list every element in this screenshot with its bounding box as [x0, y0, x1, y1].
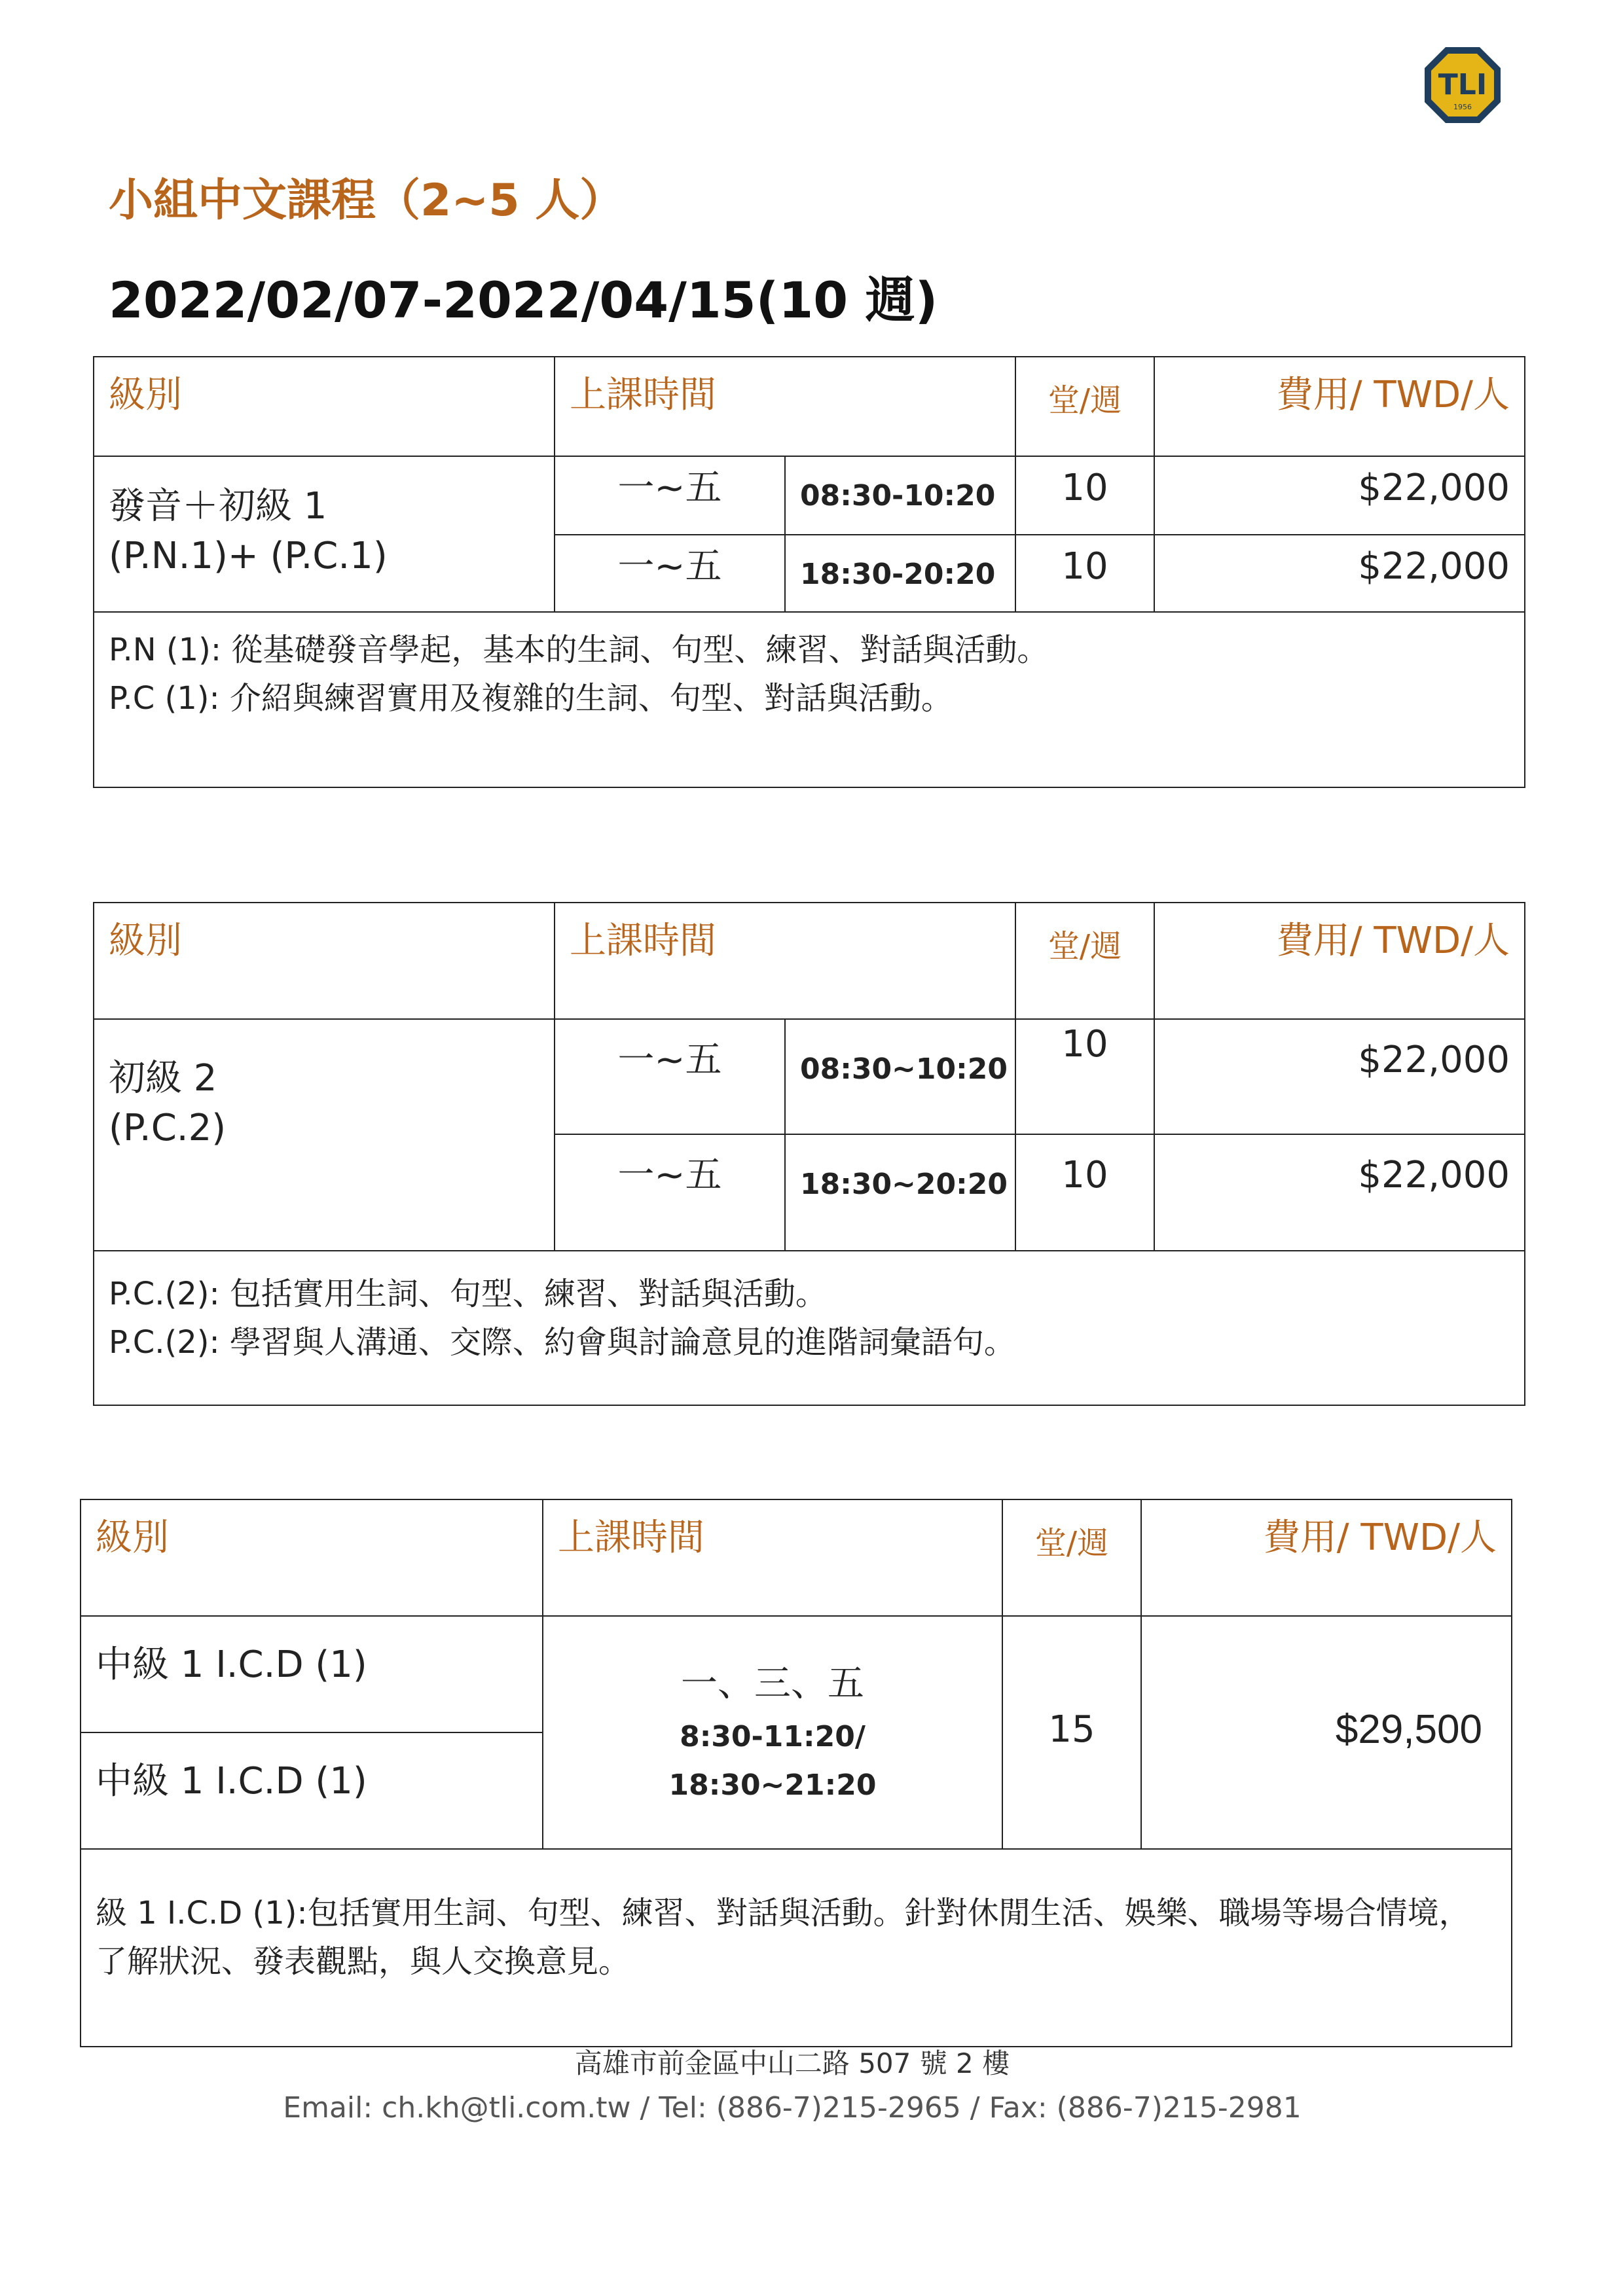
level-code: (P.C.2)	[109, 1107, 227, 1149]
fee-cell: $29,500	[1141, 1616, 1512, 1849]
time-cell: 08:30~10:20	[785, 1019, 1015, 1134]
level-cell: 中級 1 I.C.D (1)	[81, 1616, 543, 1732]
per-week-cell: 15	[1002, 1616, 1141, 1849]
time-text: 18:30~21:20	[668, 1768, 877, 1802]
level-cell: 中級 1 I.C.D (1)	[81, 1732, 543, 1849]
header-fee: 費用/ TWD/人	[1141, 1499, 1512, 1616]
fee-cell: $22,000	[1154, 535, 1525, 612]
course-notes	[94, 612, 1525, 787]
per-week-cell: 10	[1015, 1019, 1154, 1134]
time-text: 8:30-11:20/	[680, 1720, 866, 1753]
tli-logo	[1422, 45, 1503, 126]
header-per-week: 堂/週	[1002, 1499, 1141, 1616]
fee-cell: $22,000	[1154, 1019, 1525, 1134]
level-cell	[94, 456, 555, 612]
course-notes	[81, 1849, 1512, 2047]
header-per-week: 堂/週	[1015, 903, 1154, 1019]
course-notes	[94, 1251, 1525, 1405]
header-time: 上課時間	[543, 1499, 1002, 1616]
footer-contact: Email: ch.kh@tli.com.tw / Tel: (886-7)215-2965 / Fax: (886-7)215-2981	[283, 2091, 1302, 2125]
fee-cell: $22,000	[1154, 1134, 1525, 1251]
header-fee: 費用/ TWD/人	[1154, 357, 1525, 456]
note-line: P.C.(2): 包括實用生詞、句型、練習、對話與活動。	[109, 1276, 827, 1312]
course-dates: 2022/02/07-2022/04/15(10 週)	[109, 271, 938, 329]
days-cell: 一~五	[555, 1134, 785, 1251]
header-level: 級別	[81, 1499, 543, 1616]
footer-address: 高雄市前金區中山二路 507 號 2 樓	[574, 2047, 1010, 2079]
header-fee: 費用/ TWD/人	[1154, 903, 1525, 1019]
days-cell: 一~五	[555, 535, 785, 612]
level-code: (P.N.1)+ (P.C.1)	[109, 535, 388, 577]
fee-cell: $22,000	[1154, 456, 1525, 535]
header-time: 上課時間	[555, 357, 1015, 456]
page-title: 小組中文課程（2~5 人）	[109, 175, 625, 226]
days-cell: 一~五	[555, 1019, 785, 1134]
note-line: P.C (1): 介紹與練習實用及複雜的生詞、句型、對話與活動。	[109, 680, 953, 717]
course-table-3	[80, 1499, 1512, 2047]
course-table-1	[93, 356, 1525, 788]
days-cell: 一~五	[555, 456, 785, 535]
logo-letters: TLI	[1438, 68, 1487, 101]
note-line: 級 1 I.C.D (1):包括實用生詞、句型、練習、對話與活動。針對休閒生活、娛樂、職場等場合情境，了解狀況、發表觀點，與人交換意見。	[96, 1895, 1470, 1980]
time-cell: 18:30~20:20	[785, 1134, 1015, 1251]
level-name: 初級 2	[109, 1057, 217, 1100]
header-per-week: 堂/週	[1015, 357, 1154, 456]
course-table-2	[93, 902, 1525, 1406]
per-week-cell: 10	[1015, 456, 1154, 535]
schedule-cell	[543, 1616, 1002, 1849]
header-time: 上課時間	[555, 903, 1015, 1019]
note-line: P.C.(2): 學習與人溝通、交際、約會與討論意見的進階詞彙語句。	[109, 1324, 1015, 1361]
time-cell: 18:30-20:20	[785, 535, 1015, 612]
time-cell: 08:30-10:20	[785, 456, 1015, 535]
logo-year: 1956	[1453, 103, 1472, 111]
per-week-cell: 10	[1015, 1134, 1154, 1251]
header-level: 級別	[94, 903, 555, 1019]
level-cell	[94, 1019, 555, 1251]
note-line: P.N (1): 從基礎發音學起，基本的生詞、句型、練習、對話與活動。	[109, 632, 1049, 668]
per-week-cell: 10	[1015, 535, 1154, 612]
days-text: 一、三、五	[681, 1662, 864, 1705]
header-level: 級別	[94, 357, 555, 456]
level-name: 發音＋初級 1	[109, 485, 327, 528]
